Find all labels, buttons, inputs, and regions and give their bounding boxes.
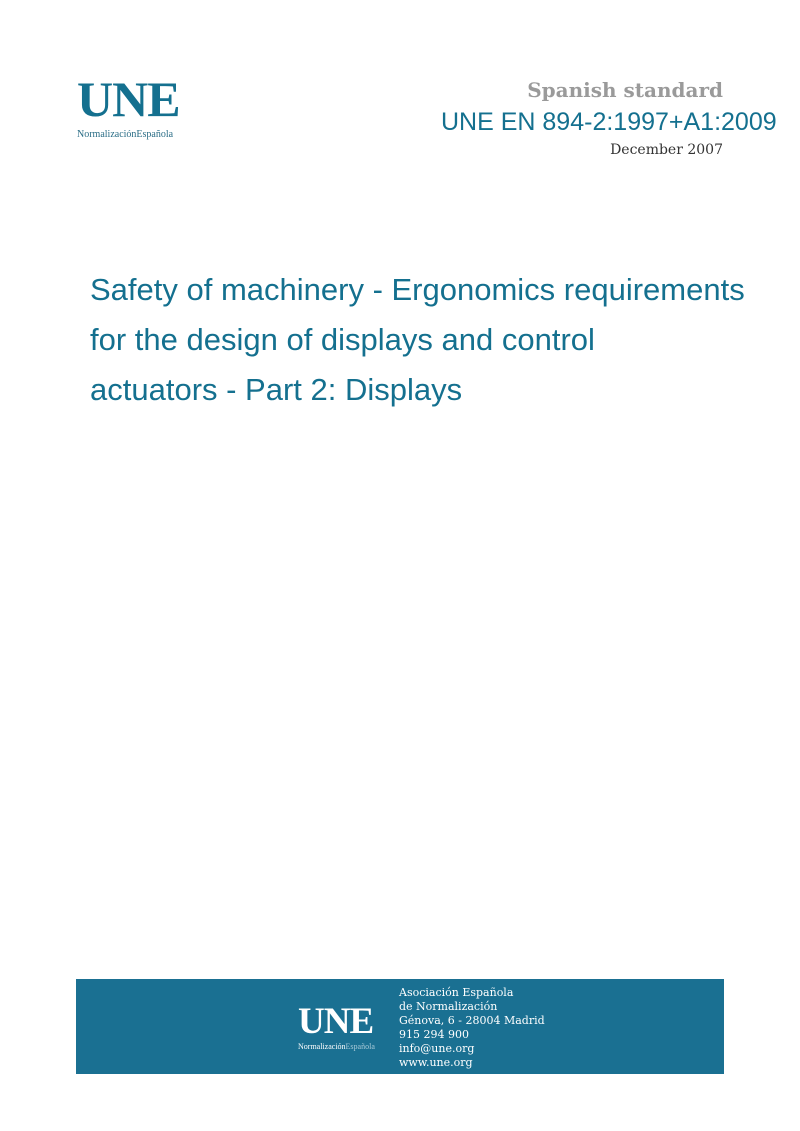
une-logo bbox=[77, 71, 197, 144]
title-line-2: for the design of displays and control bbox=[90, 322, 595, 357]
logo-subtitle bbox=[77, 129, 197, 141]
logo-subtitle-part2: Española bbox=[136, 129, 174, 140]
footer-logo-subtitle-part2: Española bbox=[345, 1042, 375, 1051]
document-type: Spanish standard bbox=[527, 78, 723, 102]
logo-mark: UNE bbox=[77, 71, 180, 127]
title-line-3: actuators - Part 2: Displays bbox=[90, 372, 463, 407]
org-name-line-2: de Normalización bbox=[399, 1000, 498, 1013]
footer-band bbox=[76, 979, 724, 1074]
org-address: Génova, 6 - 28004 Madrid bbox=[399, 1014, 545, 1027]
footer-logo-subtitle-part1: Normalización bbox=[298, 1042, 346, 1051]
footer-une-logo bbox=[298, 1003, 375, 1052]
org-phone: 915 294 900 bbox=[399, 1028, 469, 1041]
logo-subtitle-part1: Normalización bbox=[77, 129, 137, 140]
org-email-link[interactable]: info@une.org bbox=[399, 1042, 475, 1055]
footer-logo-mark: UNE bbox=[298, 1001, 374, 1042]
footer-logo-subtitle bbox=[298, 1042, 375, 1052]
org-name-line-1: Asociación Española bbox=[399, 986, 514, 999]
org-website-link[interactable]: www.une.org bbox=[399, 1056, 473, 1069]
publication-date: December 2007 bbox=[610, 142, 723, 158]
document-title bbox=[90, 265, 790, 415]
standard-code: UNE EN 894-2:1997+A1:2009 bbox=[441, 108, 777, 136]
title-line-1: Safety of machinery - Ergonomics requirements bbox=[90, 272, 745, 307]
contact-block bbox=[399, 986, 545, 1070]
